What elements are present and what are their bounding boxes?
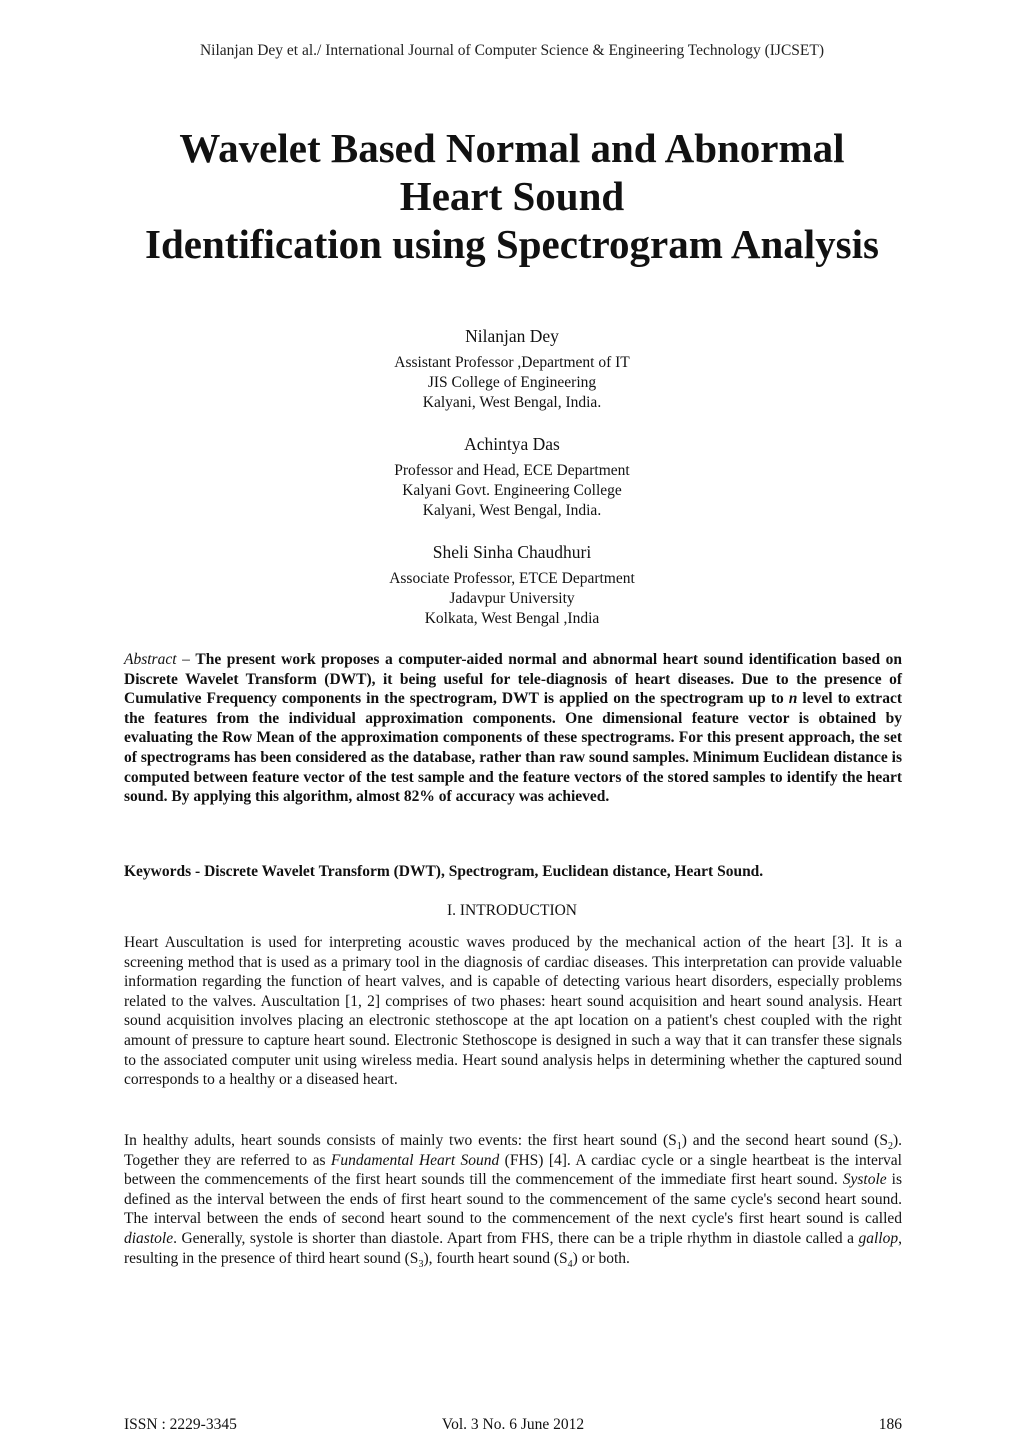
text-run: ). Together they are referred to as	[124, 1132, 903, 1169]
author-name: Nilanjan Dey	[465, 326, 559, 346]
italic-term: diastole	[124, 1229, 174, 1247]
author-affiliation: Kolkata, West Bengal ,India	[424, 610, 600, 627]
author-affiliation: Professor and Head, ECE Department	[394, 462, 630, 479]
footer-issn: ISSN : 2229-3345	[124, 1416, 237, 1433]
author-affiliation: Associate Professor, ETCE Department	[389, 570, 635, 587]
running-head: Nilanjan Dey et al./ International Journal of Computer Science & Engineering Technology (IJCSET)	[199, 42, 825, 59]
abstract-text: level to extract the features from the individual approximation components. One dimensional feature vector is obtained by evaluating the Row Mean of the approximation components of these spectrograms. For this present approach, the set of spectrograms has been considered as the database, rather than raw sound samples. Minimum Euclidean distance is computed between feature vector of the test sample and the feature vectors of the stored samples to identify the heart sound. By applying this algorithm, almost 82% of accuracy was achieved.	[124, 690, 902, 806]
title-line-3: Identification using Spectrogram Analysis	[145, 221, 879, 267]
text-run: , resulting in the presence of third heart sound (S	[124, 1229, 902, 1267]
page-footer	[124, 1416, 902, 1438]
text-run: (FHS) [4]. A cardiac cycle or a single heartbeat is the interval between the commencements of the first heart sounds till the commencement of the immediate first heart sound.	[124, 1151, 902, 1189]
author-block	[0, 325, 1024, 413]
author-name: Sheli Sinha Chaudhuri	[432, 542, 592, 562]
abstract-dash: –	[176, 651, 196, 668]
abstract-variable-n: n	[788, 690, 798, 708]
author-affiliation: Kalyani, West Bengal, India.	[422, 502, 602, 519]
text-run: ), fourth heart sound (S	[423, 1249, 568, 1267]
subscript: 2	[887, 1141, 893, 1153]
text-run: . Generally, systole is shorter than diastole. Apart from FHS, there can be a triple rhythm in diastole called a	[173, 1229, 859, 1247]
subscript: 4	[567, 1258, 573, 1270]
author-affiliation: Assistant Professor ,Department of IT	[394, 354, 630, 371]
italic-term: Systole	[842, 1171, 887, 1189]
subscript: 3	[418, 1258, 424, 1270]
text-run: ) or both.	[572, 1249, 630, 1267]
section-heading-introduction: I. INTRODUCTION	[446, 902, 577, 919]
author-affiliation: Kalyani Govt. Engineering College	[402, 482, 622, 499]
abstract-text: The present work proposes a computer-aided normal and abnormal heart sound identification based on Discrete Wavelet Transform (DWT), it being useful for tele-diagnosis of heart diseases. Due to the presence of Cumulative Frequency components in the spectrogram, DWT is applied on the spectrogram up to	[124, 651, 902, 708]
title-line-2: Heart Sound	[399, 173, 625, 219]
footer-page-number: 186	[878, 1416, 902, 1433]
author-block	[0, 541, 1024, 629]
paper-title	[0, 124, 1024, 268]
author-list	[0, 325, 1024, 649]
abstract	[124, 650, 902, 807]
text-run: ) and the second heart sound (S	[681, 1132, 888, 1149]
footer-volume: Vol. 3 No. 6 June 2012	[441, 1416, 585, 1433]
author-block	[0, 433, 1024, 521]
subscript: 1	[676, 1141, 682, 1153]
abstract-label: Abstract	[124, 651, 177, 668]
introduction-paragraph-1: Heart Auscultation is used for interpreting acoustic waves produced by the mechanical action of the heart [3]. It is a screening method that is used as a primary tool in the diagnosis of cardiac diseases. This interpretation can provide valuable information regarding the function of heart valves, and is capable of detecting various heart disorders, especially problems related to the valves. Auscultation [1, 2] comprises of two phases: heart sound acquisition and heart sound analysis. Heart sound acquisition involves placing an electronic stethoscope at the apt location on a patient's chest coupled with the right amount of pressure to capture heart sound. Electronic Stethoscope is designed in such a way that it can transfer these signals to the associated computer unit using wireless media. Heart sound analysis helps in determining whether the captured sound corresponds to a healthy or a diseased heart.	[124, 934, 902, 1089]
author-affiliation: Jadavpur University	[449, 590, 575, 607]
keywords: Keywords - Discrete Wavelet Transform (DWT), Spectrogram, Euclidean distance, Heart Sound.	[124, 863, 764, 880]
title-line-1: Wavelet Based Normal and Abnormal	[179, 125, 845, 171]
author-affiliation: JIS College of Engineering	[427, 374, 597, 391]
author-affiliation: Kalyani, West Bengal, India.	[422, 394, 602, 411]
italic-term: Fundamental Heart Sound	[330, 1151, 500, 1169]
introduction-paragraph-2	[124, 1131, 902, 1268]
text-run: In healthy adults, heart sounds consists of mainly two events: the first heart sound (S	[124, 1132, 677, 1149]
author-name: Achintya Das	[464, 434, 560, 454]
text-run: is defined as the interval between the ends of first heart sound to the commencement of the same cycle's second heart sound. The interval between the ends of second heart sound to the commencement of the next cycle's first heart sound is called	[124, 1171, 902, 1228]
italic-term: gallop	[858, 1229, 899, 1247]
